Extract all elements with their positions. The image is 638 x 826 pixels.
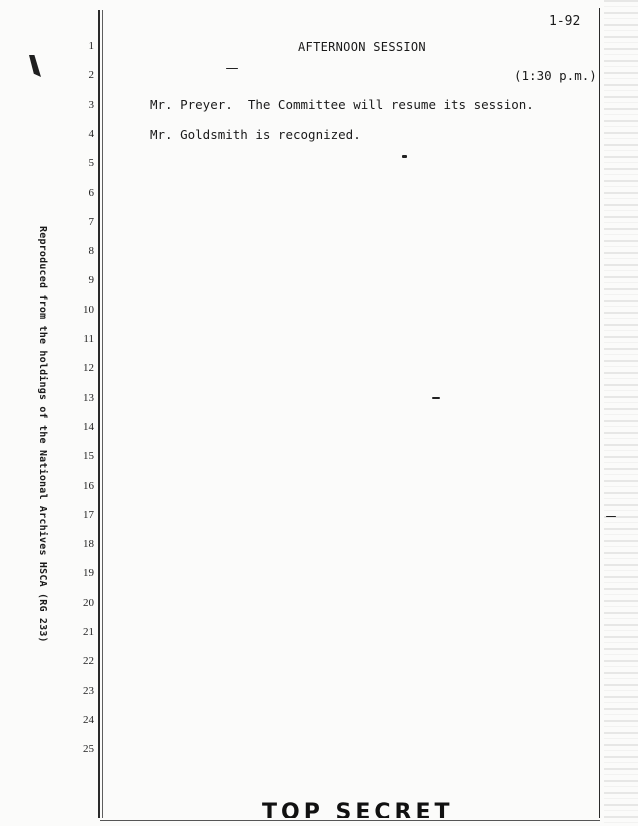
line-number: 23: [83, 684, 94, 697]
line-number: 17: [83, 508, 94, 521]
line-number: 20: [83, 596, 94, 609]
line-number: 3: [88, 98, 94, 111]
line-number: 10: [83, 303, 94, 316]
line-number: 7: [88, 215, 94, 228]
line-number: 9: [88, 274, 94, 287]
line-number: 22: [83, 655, 94, 668]
scan-speck: [606, 516, 616, 517]
line-number: 25: [83, 743, 94, 756]
line-number: 15: [83, 450, 94, 463]
page-number: 1-92: [549, 14, 581, 29]
line-number: 11: [83, 333, 94, 345]
archive-margin-note: Reproduced from the holdings of the National Archives HSCA (RG 233): [37, 226, 48, 643]
session-time: (1:30 p.m.): [514, 68, 597, 83]
session-title: AFTERNOON SESSION: [298, 40, 426, 54]
line-number: 16: [83, 479, 94, 492]
scan-speck: [402, 155, 407, 158]
scan-speck: [432, 397, 440, 399]
line-number: 14: [83, 420, 94, 433]
line-number: 18: [83, 538, 94, 551]
line-number: 19: [83, 567, 94, 580]
scan-mark: [29, 55, 41, 77]
scan-speck: [226, 68, 238, 69]
left-margin-rule-inner: [102, 10, 103, 818]
line-number: 2: [88, 69, 94, 82]
line-number: 13: [83, 391, 94, 404]
line-number: 6: [88, 186, 94, 199]
bottom-rule: [100, 820, 600, 821]
transcript-line-3: Mr. Preyer. The Committee will resume its session.: [150, 97, 534, 112]
left-margin-rule: [98, 10, 100, 818]
classification-stamp: TOP SECRET: [262, 800, 454, 818]
line-number: 1: [88, 40, 94, 52]
transcript-line-4: Mr. Goldsmith is recognized.: [150, 127, 361, 142]
line-number: 24: [83, 713, 94, 726]
line-number: 21: [83, 626, 94, 638]
line-number: 8: [88, 245, 94, 258]
line-number: 4: [88, 127, 94, 140]
right-margin-rule: [599, 8, 600, 818]
line-number: 12: [83, 362, 94, 375]
scan-edge-noise: [604, 0, 638, 826]
line-number: 5: [88, 157, 94, 170]
